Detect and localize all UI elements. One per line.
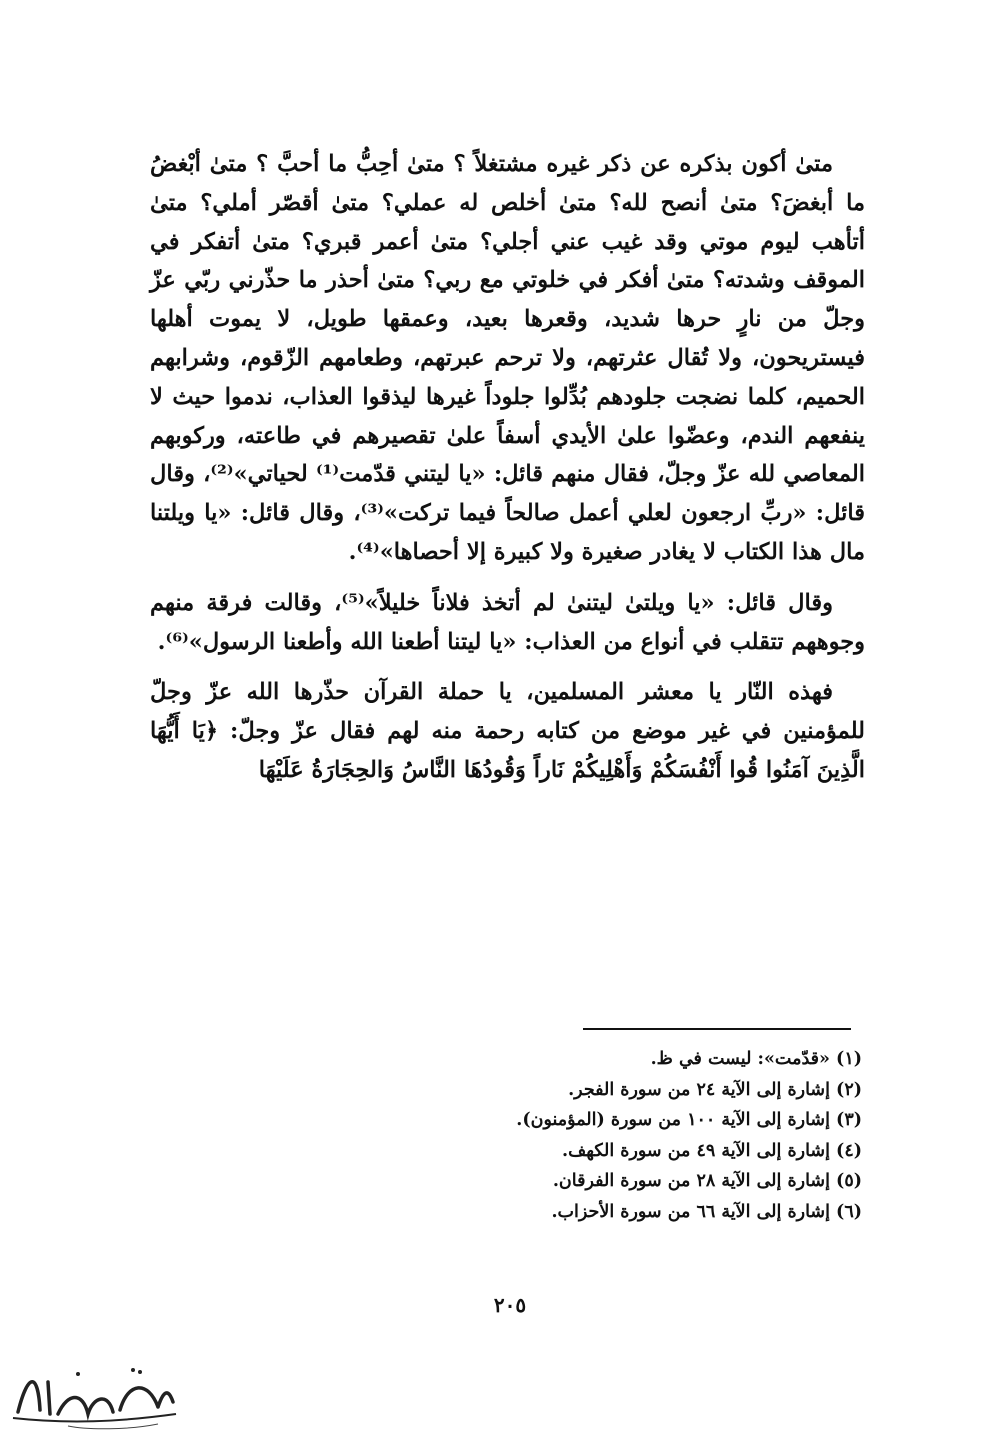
paragraph-1: متىٰ أكون بذكره عن ذكر غيره مشتغلاً ؟ متىٰ أحِبُّ ما أحبَّ ؟ متىٰ أبْغضُ ما أبغضَ؟ متىٰ أنصح لله؟ متىٰ أخلص له عملي؟ متىٰ أقصّر أملي؟ متىٰ أتأهب ليوم موتي وقد غيب عني أجلي؟ متىٰ أعمر قبري؟ متىٰ أتفكر في الموقف وشدته؟ متىٰ أفكر في خلوتي مع ربي؟ متىٰ أحذر ما حذّرني ربّي عزّ وجلّ من نارٍ حرها شديد، وقعرها بعيد، وعمقها طويل، لا يموت أهلها فيستريحون، ولا تُقال عثرتهم، ولا ترحم عبرتهم، وطعامهم الزّقوم، وشرابهم الحميم، كلما نضجت جلودهم بُدِّلوا جلوداً غيرها ليذقوا العذاب، ندموا حيث لا ينفعهم الندم، وعضّوا علىٰ الأيدي أسفاً علىٰ تقصيرهم في طاعته، وركوبهم المعاصي لله عزّ وجلّ، فقال منهم قائل: «يا ليتني قدّمت⁽¹⁾ لحياتي»⁽²⁾، وقال قائل: «ربِّ ارجعون لعلي أعمل صالحاً فيما تركت»⁽³⁾، وقال قائل: «يا ويلتنا مال هذا الكتاب لا يغادر صغيرة ولا كبيرة إلا أحصاها»⁽⁴⁾. <box>150 151 865 565</box>
footnote-3: (٣) إشارة إلى الآية ١٠٠ من سورة (المؤمنون). <box>516 1110 862 1130</box>
footnotes <box>300 1044 862 1227</box>
footnote-2: (٢) إشارة إلى الآية ٢٤ من سورة الفجر. <box>568 1079 862 1100</box>
calligraphy-stamp-logo <box>8 1352 178 1432</box>
footnote-1: (١) «قدّمت»: ليست في ظ. <box>650 1049 862 1069</box>
paragraph-2: وقال قائل: «يا ويلتىٰ ليتنىٰ لم أتخذ فلاناً خليلاً»⁽⁵⁾، وقالت فرقة منهم وجوههم تتقلب في أنواع من العذاب: «يا ليتنا أطعنا الله وأطعنا الرسول»⁽⁶⁾. <box>150 589 865 655</box>
paragraph-3: فهذه النّار يا معشر المسلمين، يا حملة القرآن حذّرها الله عزّ وجلّ للمؤمنين في غير موضع من كتابه رحمة منه لهم فقال عزّ وجلّ: ﴿يَا أَيُّهَا الَّذِينَ آمَنُوا قُوا أَنْفُسَكُمْ وَأَهْلِيكُمْ نَاراً وَقُودُهَا النَّاسُ وَالحِجَارَةُ عَلَيْهَا <box>150 679 865 783</box>
footnote-6: (٦) إشارة إلى الآية ٦٦ من سورة الأحزاب. <box>551 1201 862 1222</box>
calligraphy-stamp-icon <box>8 1352 178 1432</box>
footnote-divider <box>583 1028 851 1030</box>
body-text <box>150 145 865 790</box>
page-number: ٢٠٥ <box>493 1293 527 1317</box>
footnote-4: (٤) إشارة إلى الآية ٤٩ من سورة الكهف. <box>562 1140 862 1161</box>
footnote-5: (٥) إشارة إلى الآية ٢٨ من سورة الفرقان. <box>552 1171 862 1191</box>
